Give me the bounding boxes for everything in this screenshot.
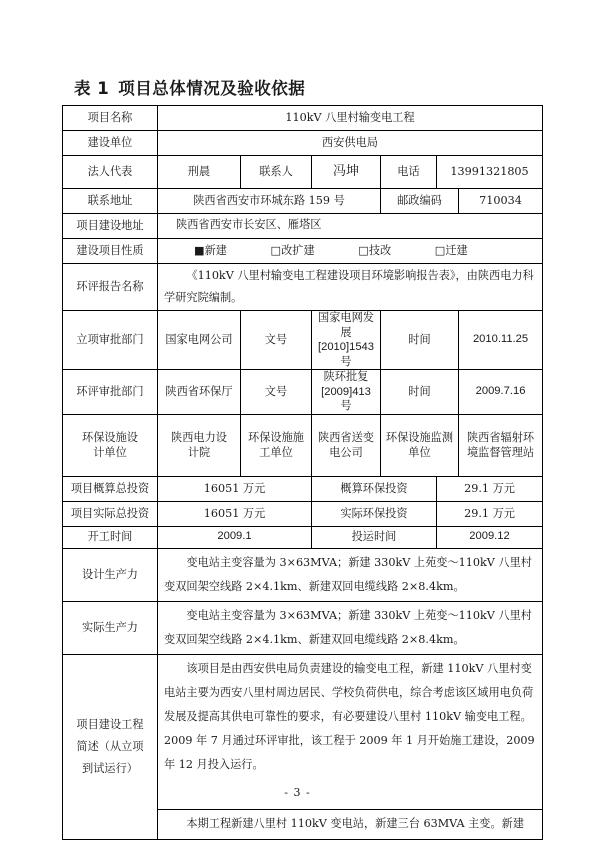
checkbox-empty-icon: □: [358, 244, 369, 258]
label-budget-env: 概算环保投资: [312, 476, 437, 501]
label-location: 项目建设地址: [63, 214, 158, 239]
label-actual-total: 项目实际总投资: [63, 501, 158, 526]
label-postcode: 邮政编码: [381, 189, 459, 214]
checkbox-empty-icon: □: [434, 244, 446, 258]
label-eia-time: 时间: [381, 370, 459, 415]
label-legal-rep: 法人代表: [63, 156, 158, 189]
eia-doc-line1: 陕环批复: [323, 370, 369, 384]
label-contact-person: 联系人: [241, 156, 312, 189]
row-budget: [63, 476, 543, 501]
label-nature: 建设项目性质: [63, 239, 158, 264]
row-actual: [63, 501, 543, 526]
option-new: [194, 243, 227, 259]
row-eia-approval: [63, 370, 543, 415]
row-approval: [63, 311, 543, 370]
value-approval-dept: 国家电网公司: [158, 311, 241, 370]
value-eia-time: 2009.7.16: [459, 370, 543, 415]
value-actual-total: 16051 万元: [158, 501, 312, 526]
table-title: [74, 75, 305, 99]
approval-doc-line1: 国家电网发展: [318, 311, 374, 339]
label-actual-capacity: 实际生产力: [63, 601, 158, 654]
label-env-monitor: 环保设施监测单位: [381, 414, 459, 476]
label-approval-dept: 立项审批部门: [63, 311, 158, 370]
label-address: 联系地址: [63, 189, 158, 214]
value-budget-total: 16051 万元: [158, 476, 312, 501]
label-eia-dept: 环评审批部门: [63, 370, 158, 415]
approval-doc-line2: [2010]1543 号: [318, 341, 374, 368]
label-eia-doc: 文号: [241, 370, 312, 415]
label-operation-time: 投运时间: [312, 526, 437, 548]
label-design-capacity: 设计生产力: [63, 548, 158, 601]
value-actual-capacity: 变电站主变容量为 3×63MVA；新建 330kV 上苑变～110kV 八里村变双回架空线路 2×4.1km、新建双回电缆线路 2×8.4km。: [158, 601, 543, 654]
value-project-name: 110kV 八里村输变电工程: [158, 106, 543, 131]
value-contact-person: 冯坤: [312, 156, 381, 189]
row-address: [63, 189, 543, 214]
value-builder: 西安供电局: [158, 131, 543, 156]
value-postcode: 710034: [459, 189, 543, 214]
option-new-label: 新建: [204, 244, 227, 258]
label-start-time: 开工时间: [63, 526, 158, 548]
row-location: [63, 214, 543, 239]
label-eia-report: 环评报告名称: [63, 264, 158, 311]
eia-doc-line2: [2009]413 号: [321, 385, 371, 413]
table-number: 表 1: [74, 79, 110, 98]
row-actual-capacity: [63, 601, 543, 654]
label-budget-total: 项目概算总投资: [63, 476, 158, 501]
value-address: 陕西省西安市环城东路 159 号: [158, 189, 381, 214]
value-budget-env: 29.1 万元: [437, 476, 543, 501]
option-expand-label: 改扩建: [281, 244, 315, 258]
value-summary-p2: 本期工程新建八里村 110kV 变电站，新建三台 63MVA 主变。新建: [158, 809, 543, 839]
table-title-text: 项目总体情况及验收依据: [118, 79, 306, 98]
value-eia-report: 《110kV 八里村输变电工程建设项目环境影响报告表》，由陕西电力科学研究院编制。: [158, 264, 543, 311]
project-info-table: [62, 105, 543, 840]
label-actual-env: 实际环保投资: [312, 501, 437, 526]
label-summary: 项目建设工程简述（从立项到试运行）: [63, 654, 158, 839]
row-legal-rep: [63, 156, 543, 189]
value-eia-doc: [312, 370, 381, 415]
value-env-monitor: 陕西省辐射环境监督管理站: [459, 414, 543, 476]
option-tech: [358, 243, 391, 259]
label-builder: 建设单位: [63, 131, 158, 156]
value-actual-env: 29.1 万元: [437, 501, 543, 526]
value-env-design: 陕西电力设计院: [158, 414, 241, 476]
label-env-construct: 环保设施施工单位: [241, 414, 312, 476]
row-nature: [63, 239, 543, 264]
value-summary-p1: 该项目是由西安供电局负责建设的输变电工程，新建 110kV 八里村变电站主要为西安八里村周边居民、学校负荷供电，综合考虑该区域用电负荷发展及提高其供电可靠性的要求，有必要建设八里村 110kV 输变电工程。2009 年 7 月通过环评审批，该工程于 2009 年 1 月开始施工建设，2009 年 12 月投入运行。: [158, 654, 543, 809]
value-env-construct: 陕西省送变电公司: [312, 414, 381, 476]
value-operation-time: 2009.12: [437, 526, 543, 548]
value-phone: 13991321805: [437, 156, 543, 189]
row-project-name: [63, 106, 543, 131]
row-times: [63, 526, 543, 548]
value-location: 陕西省西安市长安区、雁塔区: [158, 214, 543, 239]
value-start-time: 2009.1: [158, 526, 312, 548]
row-eia-report: [63, 264, 543, 311]
value-design-capacity: 变电站主变容量为 3×63MVA；新建 330kV 上苑变～110kV 八里村变双回架空线路 2×4.1km、新建双回电缆线路 2×8.4km。: [158, 548, 543, 601]
row-builder: [63, 131, 543, 156]
checkbox-checked-icon: ■: [194, 244, 205, 258]
checkbox-empty-icon: □: [270, 244, 282, 258]
value-approval-doc: [312, 311, 381, 370]
value-eia-dept: 陕西省环保厅: [158, 370, 241, 415]
nature-options: [158, 239, 543, 264]
value-approval-time: 2010.11.25: [459, 311, 543, 370]
label-phone: 电话: [381, 156, 437, 189]
page-number: - 3 -: [284, 786, 311, 799]
option-expand: [271, 243, 315, 259]
value-legal-rep: 刑晨: [158, 156, 241, 189]
label-approval-doc: 文号: [241, 311, 312, 370]
option-tech-label: 技改: [368, 244, 392, 258]
row-env-facilities: [63, 414, 543, 476]
option-relocate: [435, 243, 468, 259]
label-approval-time: 时间: [381, 311, 459, 370]
row-design-capacity: [63, 548, 543, 601]
option-relocate-label: 迁建: [445, 244, 468, 258]
label-project-name: 项目名称: [63, 106, 158, 131]
label-env-design: 环保设施设计单位: [63, 414, 158, 476]
